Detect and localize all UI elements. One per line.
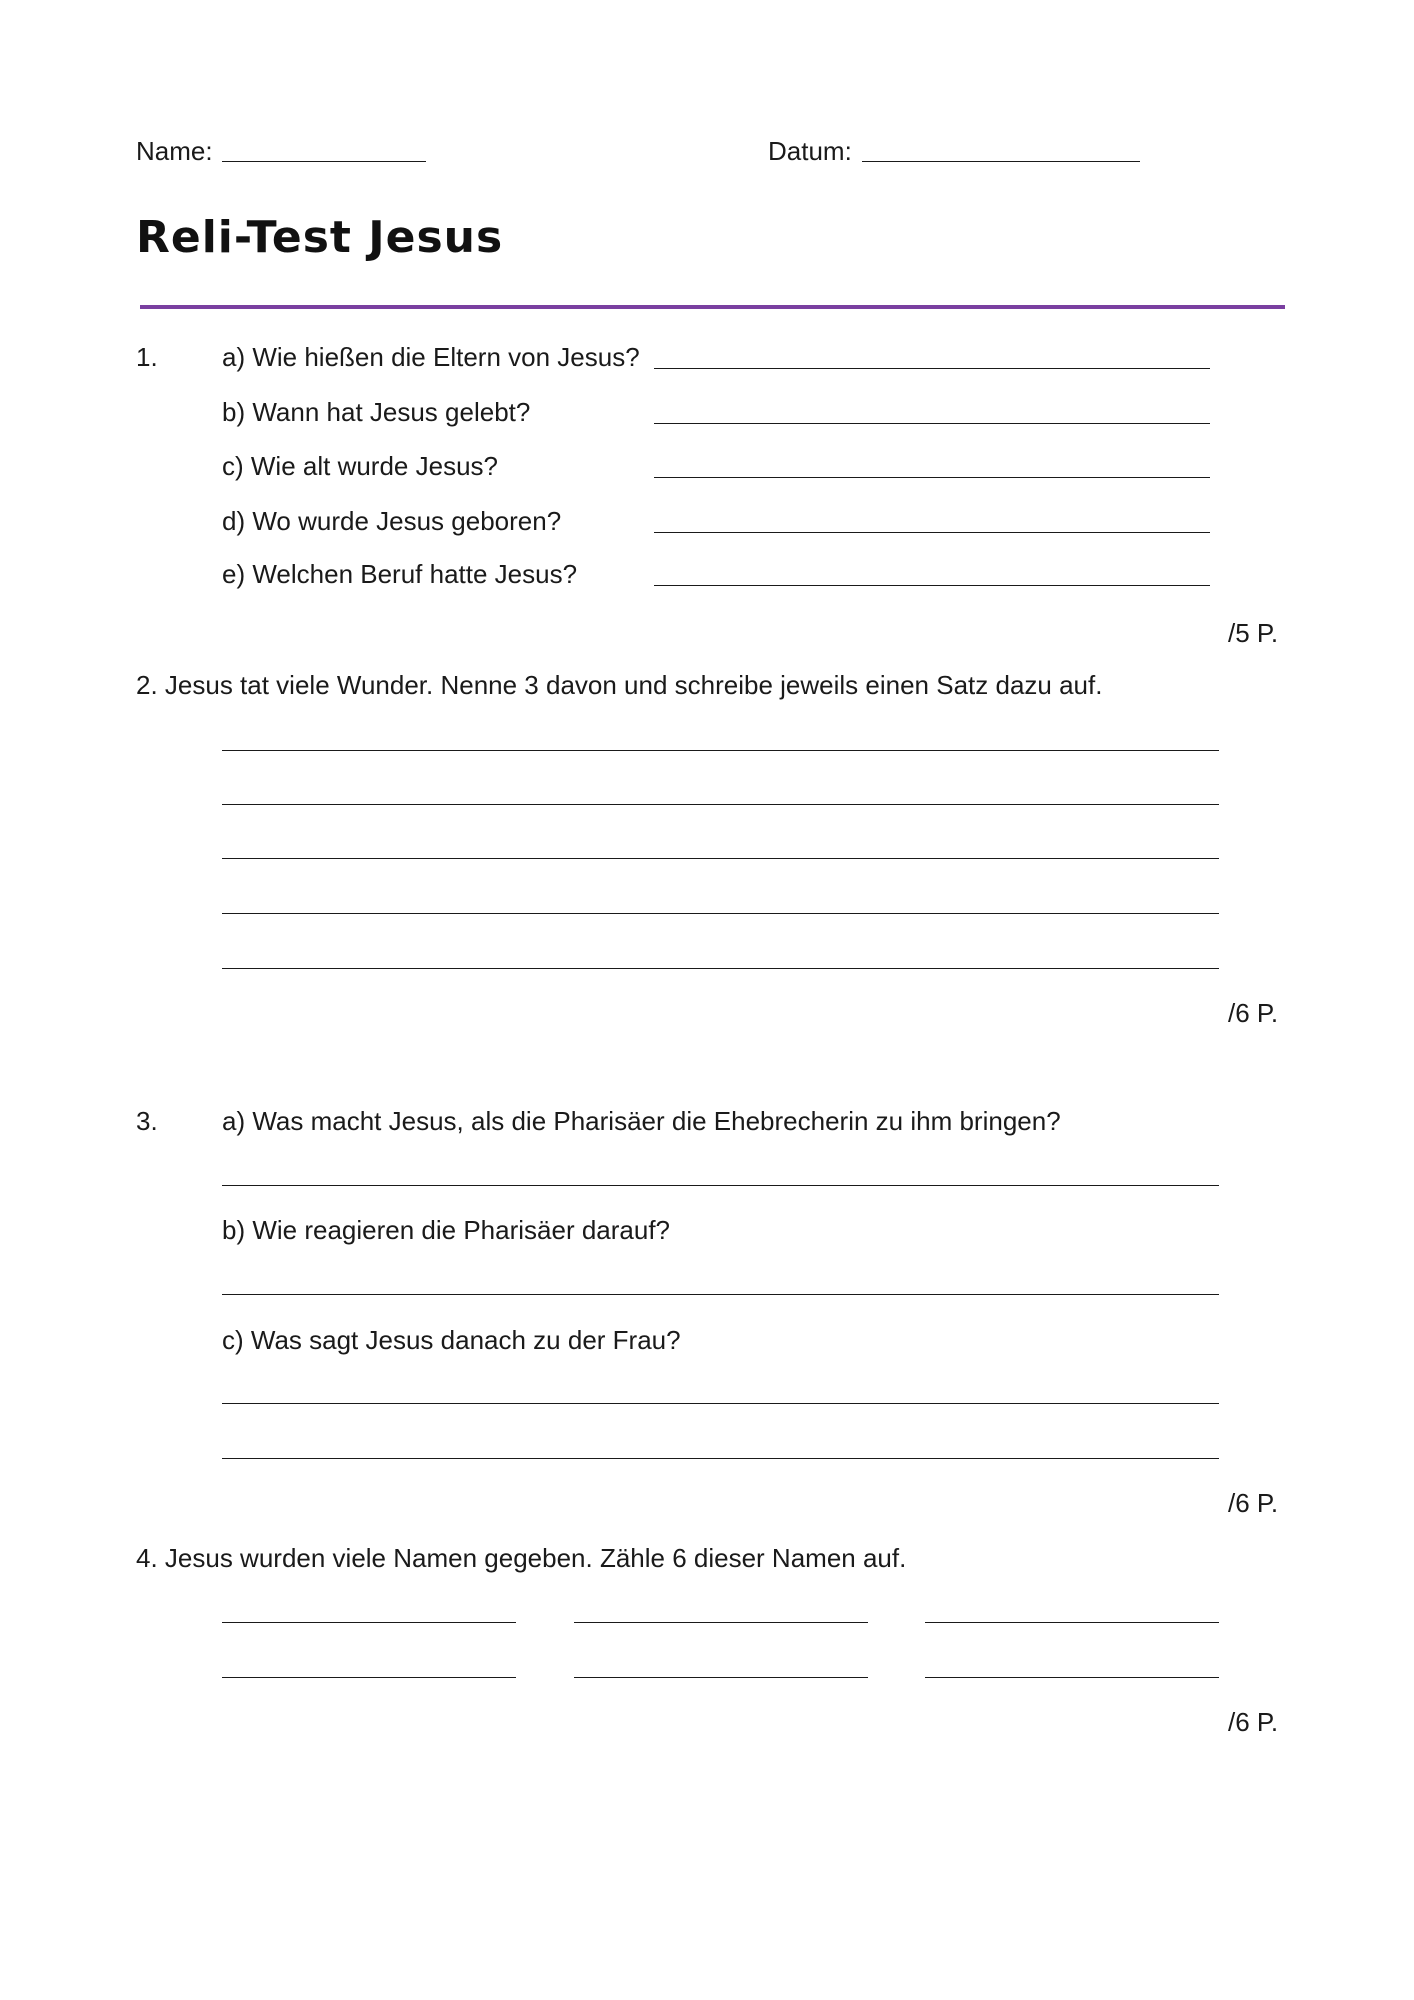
q4-text: 4. Jesus wurden viele Namen gegeben. Zähle 6 dieser Namen auf. bbox=[136, 1543, 907, 1573]
q4-name-field[interactable] bbox=[222, 1622, 516, 1623]
q3-b-text: b) Wie reagieren die Pharisäer darauf? bbox=[222, 1215, 671, 1245]
q1-b-answer[interactable] bbox=[654, 423, 1210, 424]
q2-text: 2. Jesus tat viele Wunder. Nenne 3 davon und schreibe jeweils einen Satz dazu auf. bbox=[136, 670, 1103, 700]
date-label: Datum: bbox=[768, 136, 852, 166]
q1-b-text: b) Wann hat Jesus gelebt? bbox=[222, 397, 531, 427]
q1-points: /5 P. bbox=[1228, 618, 1279, 648]
q2-answer-line[interactable] bbox=[222, 968, 1219, 969]
q1-c-text: c) Wie alt wurde Jesus? bbox=[222, 451, 498, 481]
q3-c-answer[interactable] bbox=[222, 1403, 1219, 1404]
title-divider bbox=[140, 305, 1285, 309]
q3-a-answer[interactable] bbox=[222, 1185, 1219, 1186]
q1-d-answer[interactable] bbox=[654, 532, 1210, 533]
q3-b-answer[interactable] bbox=[222, 1294, 1219, 1295]
q2-answer-line[interactable] bbox=[222, 913, 1219, 914]
q1-c-answer[interactable] bbox=[654, 477, 1210, 478]
q3-c-answer[interactable] bbox=[222, 1458, 1219, 1459]
q4-name-field[interactable] bbox=[574, 1622, 868, 1623]
page-title: Reli-Test Jesus bbox=[136, 212, 504, 263]
q2-answer-line[interactable] bbox=[222, 750, 1219, 751]
name-field[interactable] bbox=[222, 161, 426, 162]
q4-name-field[interactable] bbox=[222, 1677, 516, 1678]
q1-a-answer[interactable] bbox=[654, 368, 1210, 369]
q3-points: /6 P. bbox=[1228, 1488, 1279, 1518]
q1-e-answer[interactable] bbox=[654, 585, 1210, 586]
q4-name-field[interactable] bbox=[925, 1622, 1219, 1623]
q1-a-text: a) Wie hießen die Eltern von Jesus? bbox=[222, 342, 640, 372]
q1-e-text: e) Welchen Beruf hatte Jesus? bbox=[222, 559, 578, 589]
q3-a-text: a) Was macht Jesus, als die Pharisäer die Ehebrecherin zu ihm bringen? bbox=[222, 1106, 1061, 1136]
name-label: Name: bbox=[136, 136, 213, 166]
q4-name-field[interactable] bbox=[574, 1677, 868, 1678]
q3-c-text: c) Was sagt Jesus danach zu der Frau? bbox=[222, 1325, 681, 1355]
q2-answer-line[interactable] bbox=[222, 804, 1219, 805]
q4-name-field[interactable] bbox=[925, 1677, 1219, 1678]
q3-number: 3. bbox=[136, 1106, 158, 1136]
q1-d-text: d) Wo wurde Jesus geboren? bbox=[222, 506, 562, 536]
q2-answer-line[interactable] bbox=[222, 858, 1219, 859]
date-field[interactable] bbox=[862, 161, 1140, 162]
q2-points: /6 P. bbox=[1228, 998, 1279, 1028]
q1-number: 1. bbox=[136, 342, 158, 372]
q4-points: /6 P. bbox=[1228, 1707, 1279, 1737]
